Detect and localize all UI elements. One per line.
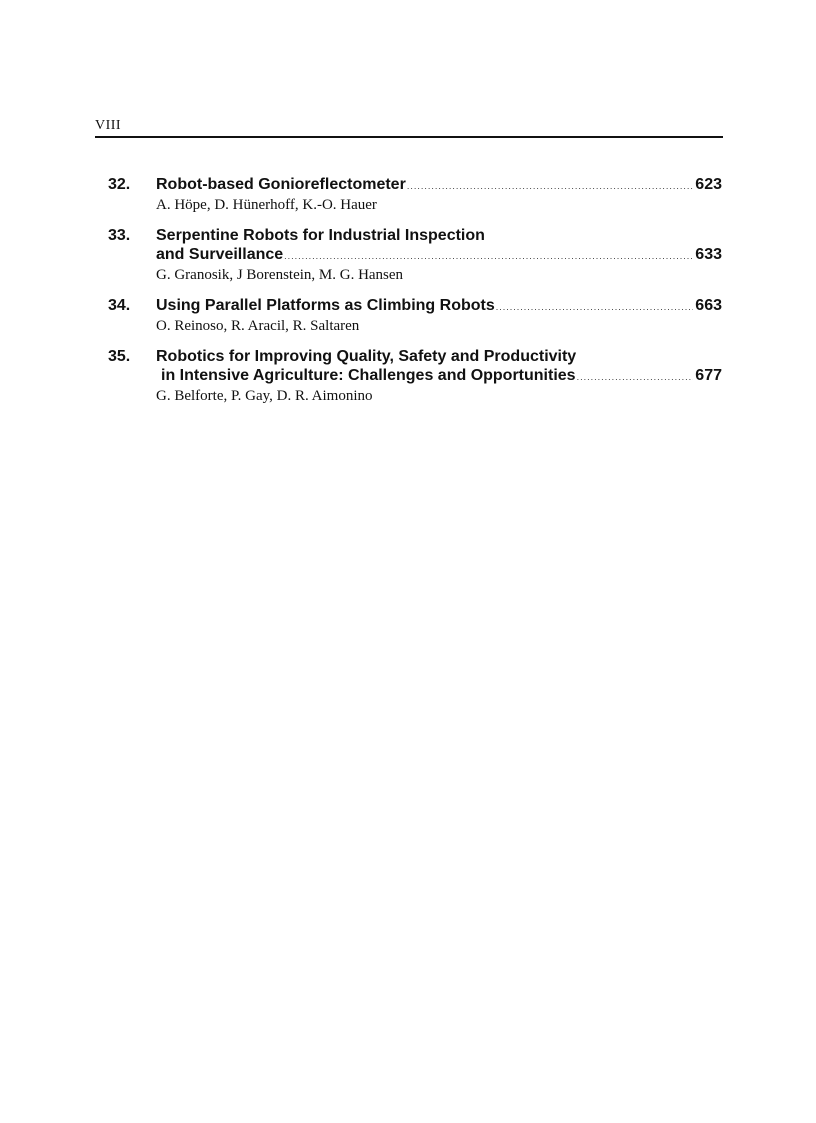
page-reference: 633 bbox=[695, 246, 722, 263]
chapter-authors: G. Belforte, P. Gay, D. R. Aimonino bbox=[156, 388, 373, 404]
chapter-title-line[interactable] bbox=[156, 296, 722, 317]
page-number: VIII bbox=[95, 118, 122, 133]
toc-entry-34[interactable] bbox=[108, 296, 722, 335]
page-reference: 663 bbox=[695, 297, 722, 314]
chapter-title: Using Parallel Platforms as Climbing Robots bbox=[156, 297, 495, 314]
dot-leader bbox=[577, 368, 694, 387]
chapter-title: Robot-based Gonioreflectometer bbox=[156, 176, 406, 193]
dot-leader bbox=[284, 247, 693, 266]
page-reference: 623 bbox=[695, 176, 722, 193]
table-of-contents bbox=[108, 175, 722, 417]
page-reference: 677 bbox=[695, 367, 722, 384]
chapter-title-line bbox=[156, 347, 722, 366]
chapter-title: Robotics for Improving Quality, Safety and Productivity bbox=[156, 348, 577, 365]
page-header bbox=[95, 116, 723, 138]
chapter-number: 34. bbox=[108, 297, 131, 314]
chapter-title-line bbox=[156, 226, 722, 245]
chapter-number: 35. bbox=[108, 348, 131, 365]
chapter-title-continued: in Intensive Agriculture: Challenges and Opportunities bbox=[161, 367, 576, 384]
dot-leader bbox=[407, 177, 693, 196]
dot-leader bbox=[496, 298, 694, 317]
chapter-number: 32. bbox=[108, 176, 131, 193]
chapter-authors: G. Granosik, J Borenstein, M. G. Hansen bbox=[156, 267, 404, 283]
chapter-title-line[interactable] bbox=[156, 366, 722, 387]
chapter-title-line[interactable] bbox=[156, 175, 722, 196]
chapter-authors: O. Reinoso, R. Aracil, R. Saltaren bbox=[156, 318, 360, 334]
chapter-title-line[interactable] bbox=[156, 245, 722, 266]
chapter-number: 33. bbox=[108, 227, 131, 244]
toc-entry-33[interactable] bbox=[108, 226, 722, 284]
chapter-title-continued: and Surveillance bbox=[156, 246, 284, 263]
toc-entry-35[interactable] bbox=[108, 347, 722, 405]
chapter-authors: A. Höpe, D. Hünerhoff, K.-O. Hauer bbox=[156, 197, 377, 213]
chapter-title: Serpentine Robots for Industrial Inspection bbox=[156, 227, 485, 244]
toc-entry-32[interactable] bbox=[108, 175, 722, 214]
